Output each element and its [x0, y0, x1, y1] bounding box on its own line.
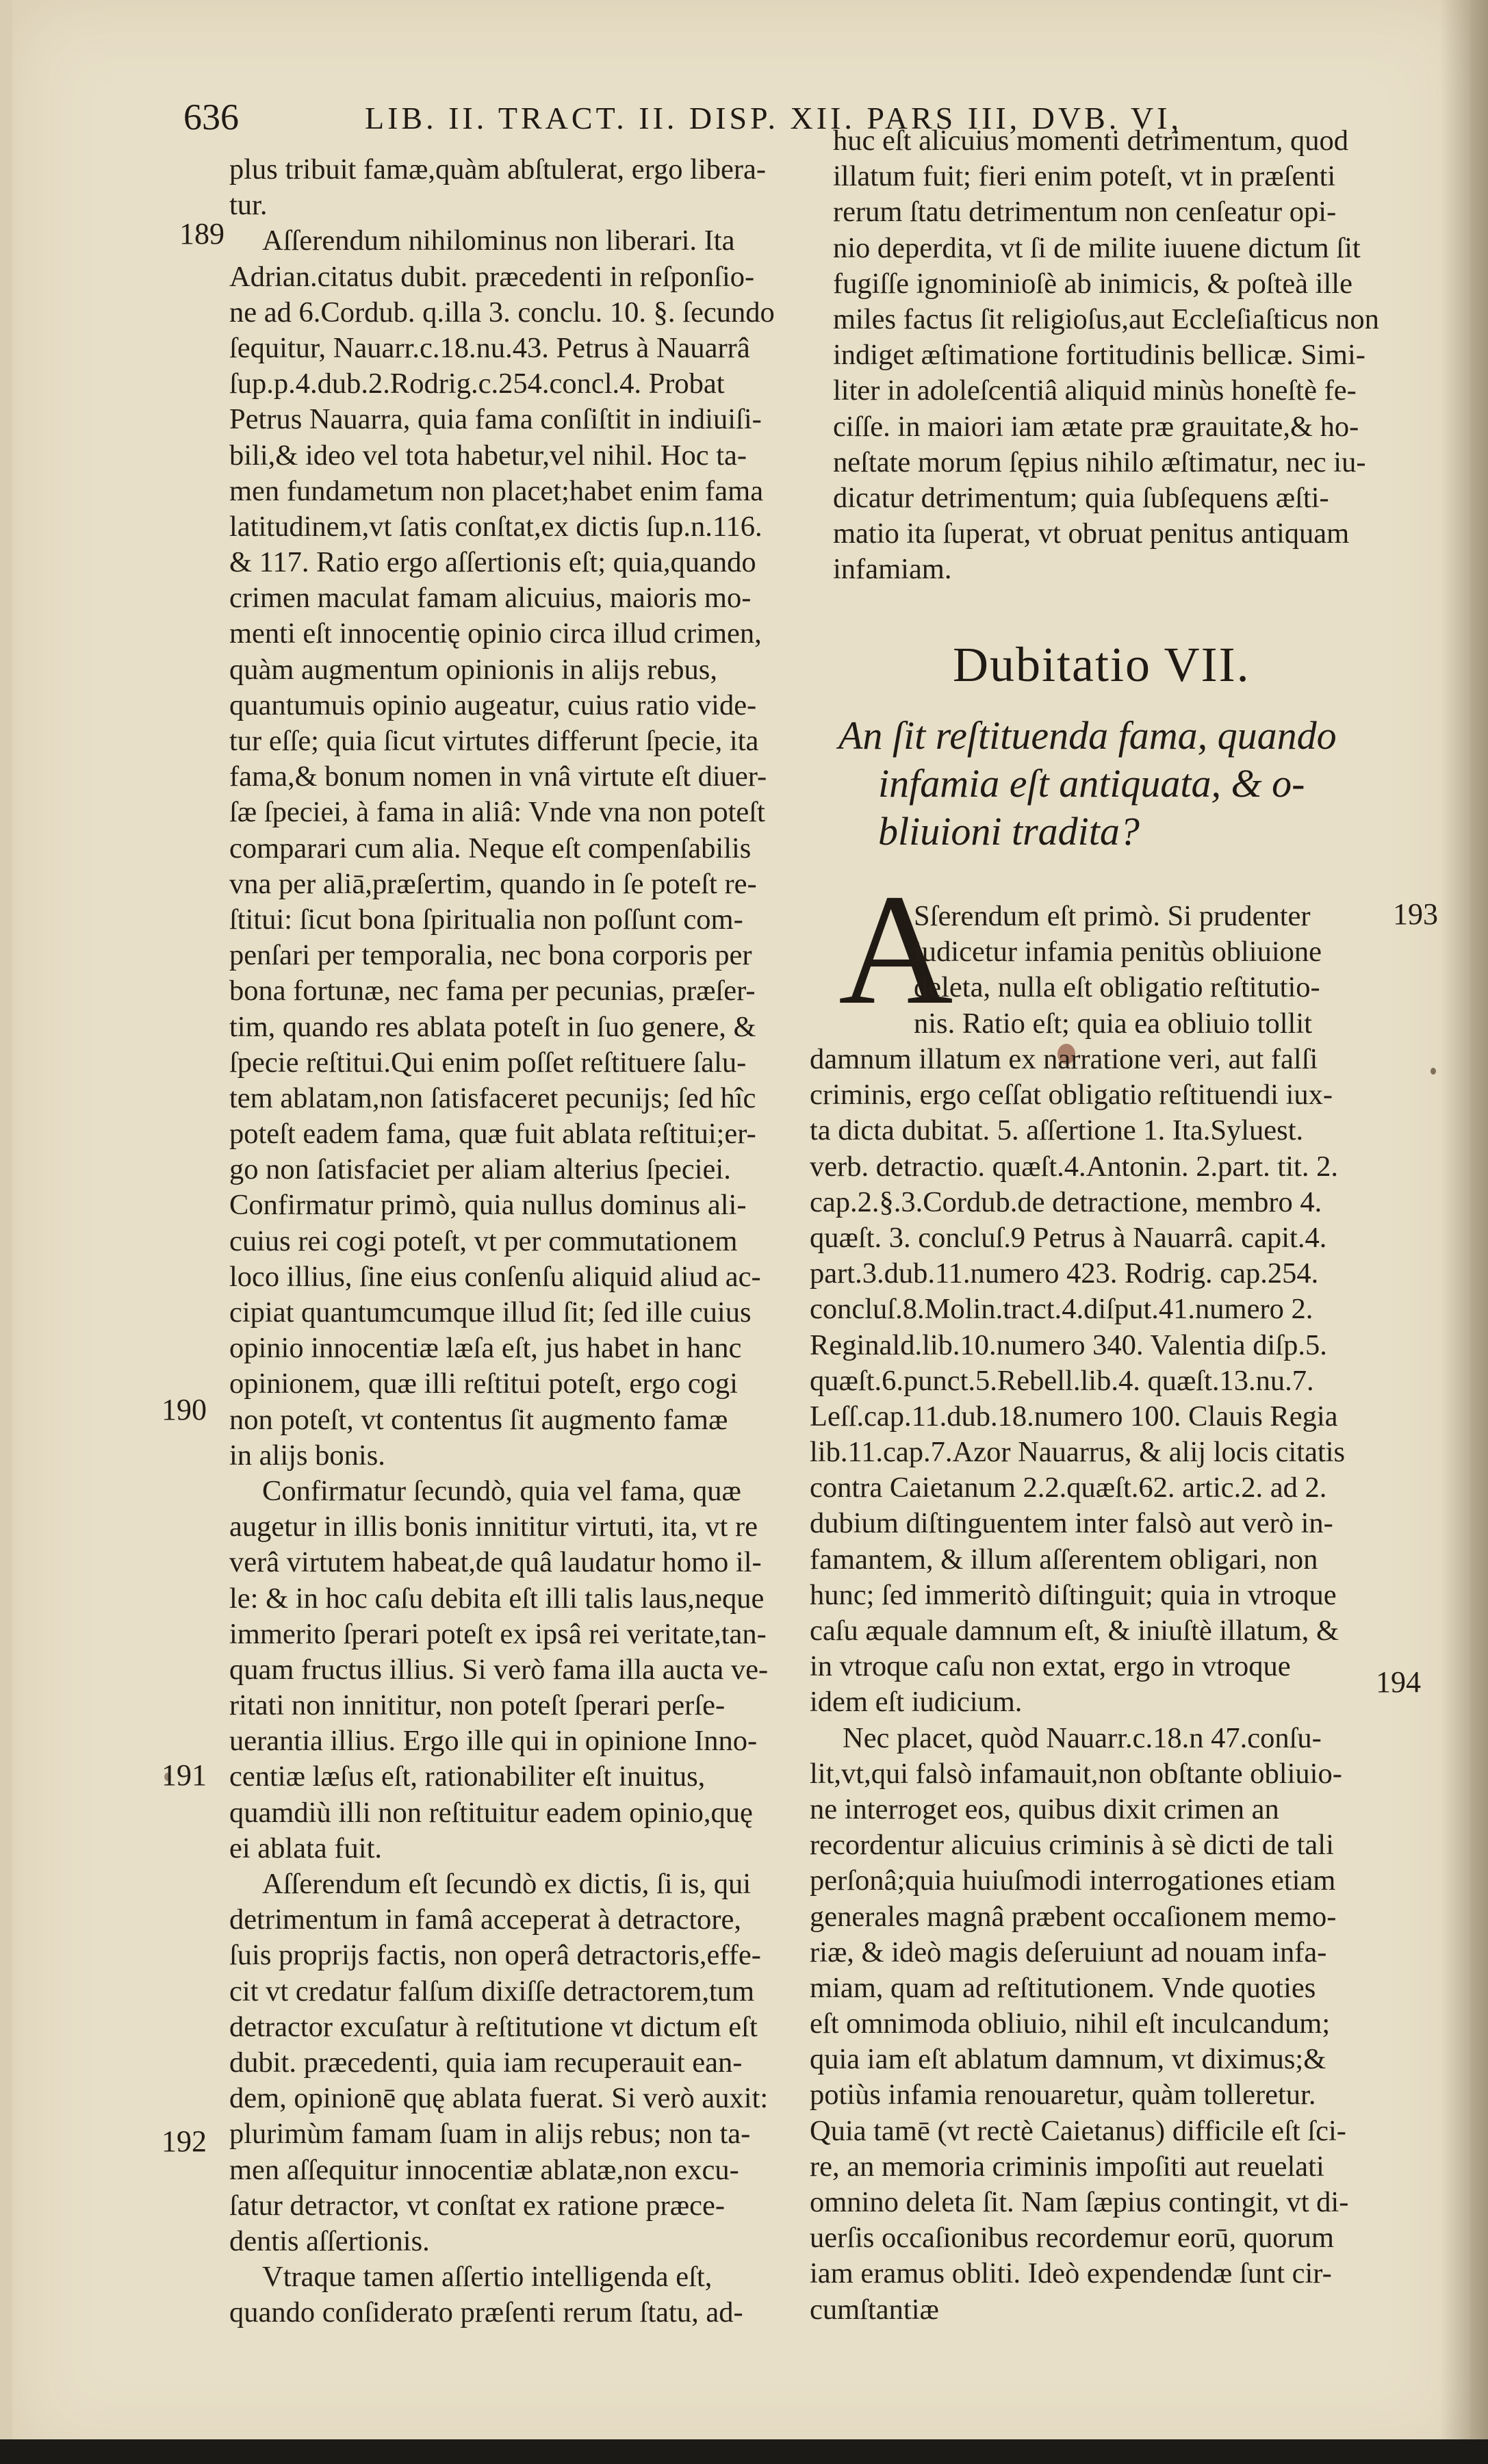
- text-line: tur.: [229, 189, 268, 222]
- text-line: infamiam.: [833, 553, 952, 586]
- section-title-line: infamia eſt antiquata, & o-: [878, 761, 1305, 806]
- text-line: tem ablatam,non ſatisfaceret pecunijs; ſed hîc: [229, 1081, 756, 1114]
- scan-bottom-edge: [0, 2439, 1488, 2464]
- margin-number: 191: [162, 1758, 207, 1792]
- text-line: uerantia illius. Ergo ille qui in opinione Inno-: [229, 1725, 758, 1758]
- right-column-bottom: [810, 1042, 1386, 2328]
- text-line: quàm augmentum opinionis in alijs rebus,: [229, 653, 717, 686]
- text-line: ei ablata fuit.: [229, 1832, 383, 1864]
- text-line: famantem, & illum aſſerentem obligari, non: [810, 1543, 1318, 1576]
- text-line: Aſſerendum nihilominus non liberari. Ita: [262, 224, 735, 257]
- text-line: rerum ſtatu detrimentum non cenſeatur opi-: [833, 196, 1337, 229]
- text-line: ſpecie reſtitui.Qui enim poſſet reſtituere ſalu-: [229, 1046, 747, 1079]
- text-line: quam fructus illius. Si verò fama illa aucta ve-: [229, 1653, 769, 1686]
- text-line: detractor excuſatur à reſtitutione vt dictum eſt: [229, 2010, 758, 2043]
- text-line: augetur in illis bonis innititur virtuti, ita, vt re: [229, 1511, 758, 1543]
- text-line: cap.2.§.3.Cordub.de detractione, membro 4.: [810, 1185, 1322, 1218]
- text-line: illatum fuit; fieri enim poteſt, vt in præſenti: [833, 160, 1336, 193]
- text-line: iam eramus obliti. Ideò expendendæ ſunt cir-: [810, 2257, 1332, 2290]
- text-line: criminis, ergo ceſſat obligatio reſtituendi iux-: [810, 1079, 1333, 1112]
- text-line: ritati non innititur, non poteſt ſperari perſe-: [229, 1689, 726, 1722]
- text-line: ciſſe. in maiori iam ætate præ grauitate,& ho-: [833, 410, 1359, 443]
- text-line: ſequitur, Nauarr.c.18.nu.43. Petrus à Nauarrâ: [229, 331, 750, 364]
- margin-number: 194: [1376, 1665, 1421, 1699]
- text-line: Confirmatur primò, quia nullus dominus ali-: [229, 1189, 747, 1222]
- text-line: deleta, nulla eſt obligatio reſtitutio-: [914, 971, 1320, 1004]
- text-line: quando conſiderato præſenti rerum ſtatu, ad-: [229, 2296, 743, 2329]
- text-line: Vtraque tamen aſſertio intelligenda eſt,: [262, 2261, 713, 2294]
- text-line: Confirmatur ſecundò, quia vel fama, quæ: [262, 1474, 741, 1507]
- section-title-line: bliuioni tradita?: [878, 809, 1140, 854]
- text-line: Quia tamē (vt rectè Caietanus) difficile eſt ſci-: [810, 2114, 1346, 2147]
- text-line: miam, quam ad reſtitutionem. Vnde quoties: [810, 1971, 1316, 2004]
- drop-cap: A: [838, 862, 953, 1038]
- text-line: huc eſt alicuius momenti detrimentum, quod: [833, 125, 1349, 157]
- text-line: ne ad 6.Cordub. q.illa 3. conclu. 10. §. ſecundo: [229, 296, 775, 329]
- text-line: ſatur detractor, vt conſtat ex ratione præce-: [229, 2189, 726, 2222]
- text-line: concluſ.8.Molin.tract.4.diſput.41.numero 2.: [810, 1293, 1313, 1326]
- section-title: [838, 712, 1400, 856]
- text-line: cipiat quantumcumque illud ſit; ſed ille cuius: [229, 1296, 752, 1329]
- text-line: re, an memoria criminis impoſiti aut reuelati: [810, 2150, 1324, 2183]
- text-line: miles factus ſit religioſus,aut Eccleſiaſticus non: [833, 303, 1379, 335]
- text-line: quantumuis opinio augeatur, cuius ratio vide-: [229, 689, 757, 721]
- text-line: quamdiù illi non reſtituitur eadem opinio,quę: [229, 1796, 753, 1829]
- text-line: eſt omnimoda obliuio, nihil eſt inculcandum;: [810, 2007, 1331, 2040]
- text-line: fugiſſe ignominioſè ab inimicis, & poſteà ille: [833, 267, 1352, 300]
- text-line: indiget æſtimatione fortitudinis bellicæ. Simi-: [833, 339, 1365, 372]
- text-line: non poteſt, vt contentus ſit augmento famæ: [229, 1403, 728, 1436]
- foxing-spot: [1431, 1068, 1436, 1075]
- text-line: quæſt. 3. concluſ.9 Petrus à Nauarrâ. capit.4.: [810, 1221, 1327, 1254]
- text-line: caſu æquale damnum eſt, & iniuſtè illatum, &: [810, 1615, 1339, 1647]
- text-line: matio ita ſuperat, vt obruat penitus antiquam: [833, 517, 1350, 550]
- text-line: part.3.dub.11.numero 423. Rodrig. cap.254.: [810, 1257, 1319, 1290]
- text-line: tim, quando res ablata poteſt in ſuo genere, &: [229, 1010, 756, 1043]
- text-line: ſtitui: ſicut bona ſpiritualia non poſſunt com-: [229, 903, 743, 936]
- text-line: hunc; ſed immeritò diſtinguit; quia in vtroque: [810, 1578, 1337, 1611]
- text-line: loco illius, ſine eius conſenſu aliquid aliud ac-: [229, 1260, 761, 1293]
- text-line: latitudinem,vt ſatis conſtat,ex dictis ſup.n.116.: [229, 510, 762, 543]
- text-line: opinio innocentiæ læſa eſt, jus habet in hanc: [229, 1332, 742, 1365]
- text-line: perſonâ;quia huiuſmodi interrogationes etiam: [810, 1864, 1336, 1897]
- text-line: penſari per temporalia, nec bona corporis per: [229, 939, 752, 972]
- text-line: bili,& ideo vel tota habetur,vel nihil. Hoc ta-: [229, 439, 747, 472]
- text-line: generales magnâ præbent occaſionem memo-: [810, 1900, 1337, 1933]
- text-line: poteſt eadem fama, quæ fuit ablata reſtitui;er-: [229, 1118, 756, 1151]
- binding-shadow: [1440, 0, 1488, 2463]
- text-line: damnum illatum ex narratione veri, aut falſi: [810, 1043, 1318, 1075]
- text-line: potiùs infamia renouaretur, quàm tolleretur.: [810, 2079, 1316, 2112]
- text-line: quæſt.6.punct.5.Rebell.lib.4. quæſt.13.nu.7.: [810, 1364, 1314, 1397]
- text-line: verb. detractio. quæſt.4.Antonin. 2.part. tit. 2.: [810, 1150, 1338, 1183]
- text-line: vna per aliā,præſertim, quando in ſe poteſt re-: [229, 867, 757, 900]
- left-column: [229, 152, 808, 2331]
- text-line: dentis aſſertionis.: [229, 2224, 430, 2257]
- text-line: ſup.p.4.dub.2.Rodrig.c.254.concl.4. Probat: [229, 368, 725, 400]
- text-line: quia iam eſt ablatum damnum, vt diximus;&: [810, 2043, 1326, 2076]
- text-line: lit,vt,qui falsò infamauit,non obſtante obliuio-: [810, 1757, 1342, 1790]
- text-line: detrimentum in famâ acceperat à detractore,: [229, 1903, 742, 1936]
- text-line: dicatur detrimentum; quia ſubſequens æſti-: [833, 481, 1329, 514]
- text-line: contra Caietanum 2.2.quæſt.62. artic.2. ad 2.: [810, 1472, 1327, 1504]
- text-line: & 117. Ratio ergo aſſertionis eſt; quia,quando: [229, 546, 756, 579]
- text-line: menti eſt innocentię opinio circa illud crimen,: [229, 617, 762, 650]
- text-line: Sſerendum eſt primò. Si prudenter: [914, 900, 1311, 932]
- text-line: iudicetur infamia penitùs obliuione: [914, 936, 1322, 968]
- text-line: ſuis proprijs factis, non operâ detractoris,effe-: [229, 1939, 761, 1972]
- text-line: men aſſequitur innocentiæ ablatæ,non excu-: [229, 2153, 739, 2186]
- right-column-top: [833, 123, 1386, 587]
- text-line: Aſſerendum eſt ſecundò ex dictis, ſi is, qui: [262, 1868, 752, 1900]
- right-column-indented: [914, 899, 1386, 1042]
- text-line: ne interroget eos, quibus dixit crimen an: [810, 1793, 1279, 1825]
- text-line: lib.11.cap.7.Azor Nauarrus, & alij locis citatis: [810, 1436, 1346, 1469]
- text-line: cit vt credatur falſum dixiſſe detractorem,tum: [229, 1975, 755, 2007]
- text-line: cumſtantiæ: [810, 2293, 939, 2326]
- text-line: men fundametum non placet;habet enim fama: [229, 474, 764, 507]
- text-line: idem eſt iudicium.: [810, 1686, 1023, 1719]
- section-title-line: An ſit reſtituenda fama, quando: [838, 713, 1337, 758]
- text-line: ſæ ſpeciei, à fama in aliâ: Vnde vna non poteſt: [229, 796, 765, 829]
- text-line: cuius rei cogi poteſt, vt per commutationem: [229, 1224, 738, 1257]
- text-line: verâ virtutem habeat,de quâ laudatur homo il-: [229, 1546, 762, 1579]
- page-number: 636: [183, 97, 239, 138]
- text-line: nis. Ratio eſt; quia ea obliuio tollit: [914, 1007, 1312, 1040]
- text-line: opinionem, quæ illi reſtitui poteſt, ergo cogi: [229, 1368, 738, 1400]
- text-line: plus tribuit famæ,quàm abſtulerat, ergo libera-: [229, 153, 767, 185]
- text-line: crimen maculat famam alicuius, maioris mo-: [229, 582, 752, 615]
- text-line: plurimùm famam ſuam in alijs rebus; non ta-: [229, 2118, 751, 2151]
- text-line: omnino deleta ſit. Nam ſæpius contingit, vt di-: [810, 2186, 1349, 2218]
- margin-number: 189: [179, 217, 225, 251]
- text-line: dem, opinionē quę ablata fuerat. Si verò auxit:: [229, 2082, 769, 2115]
- running-title: LIB. II. TRACT. II. DISP. XII. PARS III, DVB. VI,: [365, 101, 1182, 136]
- text-line: tur eſſe; quia ſicut virtutes differunt ſpecie, ita: [229, 725, 759, 757]
- section-heading: Dubitatio VII.: [953, 637, 1250, 692]
- text-line: Leſſ.cap.11.dub.18.numero 100. Clauis Regia: [810, 1400, 1338, 1433]
- text-line: immerito ſperari poteſt ex ipsâ rei veritate,tan-: [229, 1617, 767, 1650]
- text-line: in alijs bonis.: [229, 1439, 385, 1472]
- text-line: bona fortunæ, nec fama per pecunias, præſer-: [229, 975, 756, 1008]
- text-line: neſtate morum ſępius nihilo æſtimatur, nec iu-: [833, 446, 1366, 478]
- margin-number: 192: [162, 2125, 207, 2158]
- text-line: Reginald.lib.10.numero 340. Valentia diſp.5.: [810, 1329, 1327, 1361]
- text-line: go non ſatisfaciet per aliam alterius ſpeciei.: [229, 1153, 731, 1186]
- text-line: liter in adoleſcentiâ aliquid minùs honeſtè fe-: [833, 374, 1357, 407]
- text-line: dubium diſtinguentem inter falsò aut verò in-: [810, 1507, 1333, 1540]
- text-line: Adrian.citatus dubit. præcedenti in reſponſio-: [229, 260, 755, 293]
- text-line: fama,& bonum nomen in vnâ virtute eſt diuer-: [229, 760, 767, 793]
- margin-number: 193: [1393, 897, 1438, 931]
- text-line: ta dicta dubitat. 5. aſſertione 1. Ita.Syluest.: [810, 1114, 1304, 1147]
- text-line: riæ, & ideò magis deſeruiunt ad nouam infa-: [810, 1936, 1327, 1968]
- text-line: uerſis occaſionibus recordemur eorū, quorum: [810, 2222, 1334, 2255]
- text-line: centiæ læſus eſt, rationabiliter eſt inuitus,: [229, 1760, 706, 1793]
- text-line: Nec placet, quòd Nauarr.c.18.n 47.conſu-: [843, 1721, 1322, 1754]
- text-line: dubit. præcedenti, quia iam recuperauit ean-: [229, 2046, 743, 2079]
- text-line: in vtroque caſu non extat, ergo in vtroque: [810, 1650, 1291, 1683]
- margin-number: 190: [162, 1393, 207, 1426]
- text-line: nio deperdita, vt ſi de milite iuuene dictum ſit: [833, 231, 1361, 264]
- text-line: recordentur alicuius criminis à sè dicti de tali: [810, 1829, 1334, 1862]
- text-line: le: & in hoc caſu debita eſt illi talis laus,neque: [229, 1582, 765, 1615]
- text-line: Petrus Nauarra, quia fama conſiſtit in indiuiſi-: [229, 403, 762, 436]
- text-line: comparari cum alia. Neque eſt compenſabilis: [229, 832, 752, 864]
